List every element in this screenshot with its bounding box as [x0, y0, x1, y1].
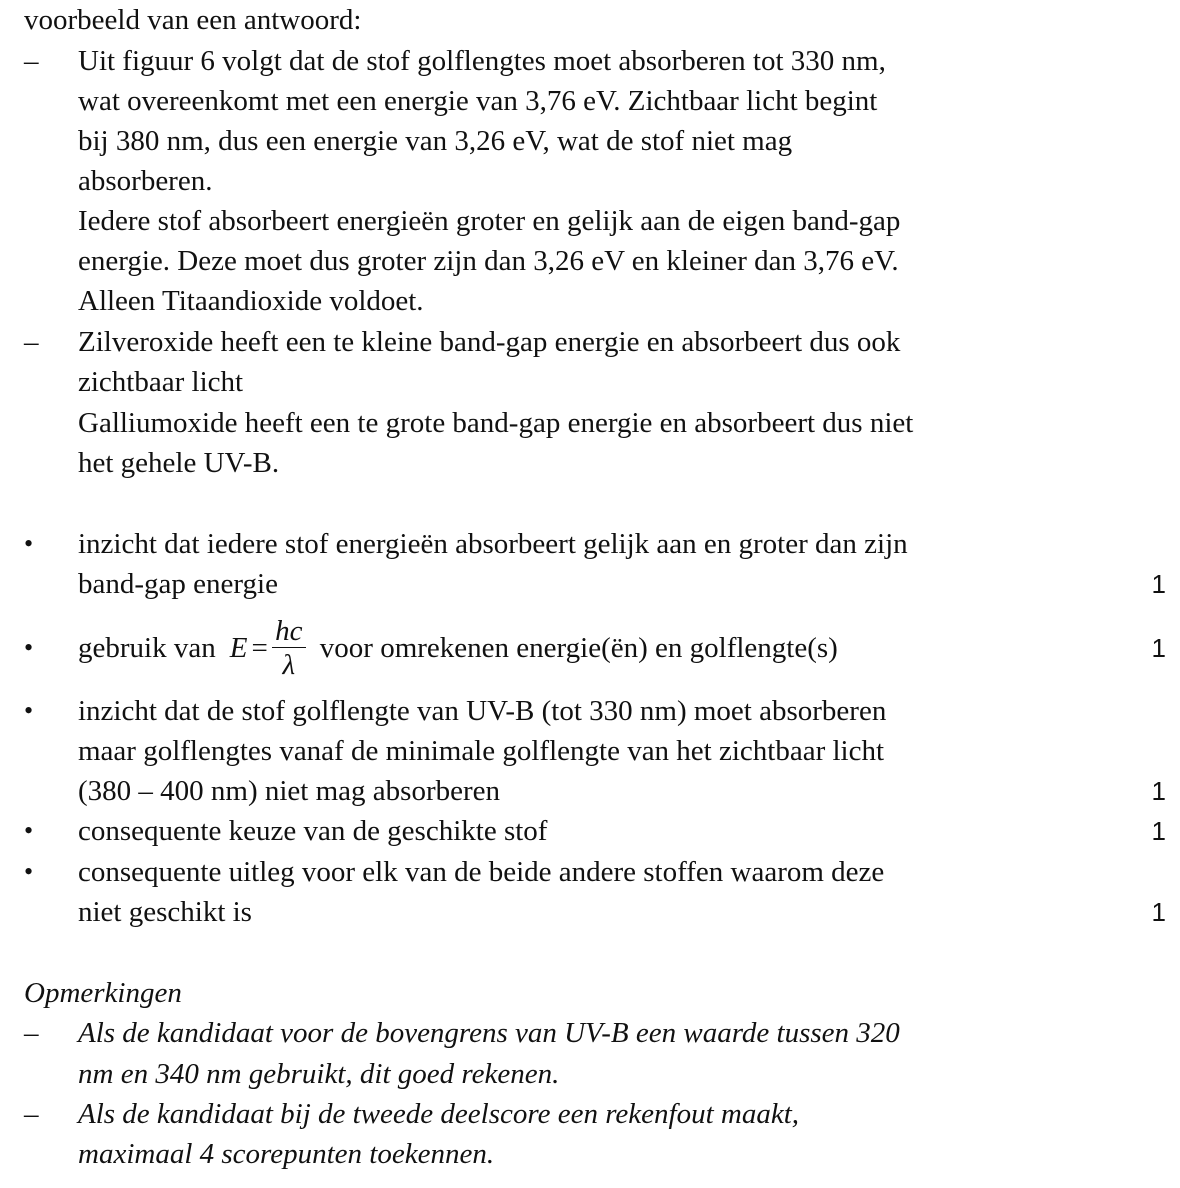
scoring-3-line-2: maar golflengtes vanaf de minimale golflengte van het zichtbaar licht: [78, 735, 885, 767]
scoring-bullet: •: [24, 816, 34, 845]
scoring-5-line-2: niet geschikt is: [78, 896, 252, 928]
answer-2-line-2: zichtbaar licht: [78, 366, 244, 398]
remark-dash-marker: –: [24, 1098, 39, 1130]
scoring-bullet: •: [24, 696, 34, 725]
remark-2-line-2: maximaal 4 scorepunten toekennen.: [78, 1138, 495, 1170]
answer-1-line-6: energie. Deze moet dus groter zijn dan 3,26 eV en kleiner dan 3,76 eV.: [78, 245, 899, 277]
answer-heading: voorbeeld van een antwoord:: [24, 4, 362, 36]
scoring-3-line-1: inzicht dat de stof golflengte van UV-B (tot 330 nm) moet absorberen: [78, 695, 887, 727]
scoring-3-points: 1: [1151, 776, 1166, 806]
formula-lhs: E: [229, 631, 248, 664]
scoring-2-suffix: voor omrekenen energie(ën) en golflengte(s): [319, 631, 838, 664]
answer-1-line-1: Uit figuur 6 volgt dat de stof golflengtes moet absorberen tot 330 nm,: [78, 45, 886, 77]
scoring-bullet: •: [24, 633, 34, 662]
answer-2-line-1: Zilveroxide heeft een te kleine band-gap energie en absorbeert dus ook: [78, 326, 901, 358]
remark-2-line-1: Als de kandidaat bij de tweede deelscore een rekenfout maakt,: [78, 1098, 800, 1130]
scoring-1-line-1: inzicht dat iedere stof energieën absorbeert gelijk aan en groter dan zijn: [78, 528, 908, 560]
answer-dash-marker: –: [24, 326, 39, 358]
answer-dash-marker: –: [24, 45, 39, 77]
scoring-bullet: •: [24, 529, 34, 558]
scoring-1-line-2: band-gap energie: [78, 568, 278, 600]
remarks-heading: Opmerkingen: [24, 977, 182, 1009]
scoring-5-line-1: consequente uitleg voor elk van de beide andere stoffen waarom deze: [78, 856, 885, 888]
answer-2-line-3: Galliumoxide heeft een te grote band-gap energie en absorbeert dus niet: [78, 407, 914, 439]
formula-equals: =: [251, 631, 268, 664]
answer-1-line-7: Alleen Titaandioxide voldoet.: [78, 285, 424, 317]
remark-dash-marker: –: [24, 1017, 39, 1049]
answer-1-line-3: bij 380 nm, dus een energie van 3,26 eV, wat de stof niet mag: [78, 125, 793, 157]
scoring-3-line-3: (380 – 400 nm) niet mag absorberen: [78, 775, 501, 807]
answer-1-line-2: wat overeenkomt met een energie van 3,76 eV. Zichtbaar licht begint: [78, 85, 878, 117]
scoring-5-points: 1: [1151, 897, 1166, 927]
answer-1-line-5: Iedere stof absorbeert energieën groter en gelijk aan de eigen band-gap: [78, 205, 901, 237]
answer-2-line-4: het gehele UV-B.: [78, 447, 280, 479]
formula-fraction: [272, 615, 306, 682]
formula-numerator: hc: [275, 614, 303, 647]
scoring-4-line-1: consequente keuze van de geschikte stof: [78, 815, 548, 847]
scoring-4-points: 1: [1151, 816, 1166, 846]
answer-1-line-4: absorberen.: [78, 165, 213, 197]
remark-1-line-2: nm en 340 nm gebruikt, dit goed rekenen.: [78, 1058, 560, 1090]
scoring-1-points: 1: [1151, 569, 1166, 599]
formula-denominator: λ: [282, 648, 296, 681]
scoring-2-line: [78, 605, 838, 691]
scoring-2-points: 1: [1151, 633, 1166, 663]
remark-1-line-1: Als de kandidaat voor de bovengrens van UV-B een waarde tussen 320: [78, 1017, 900, 1049]
scoring-2-prefix: gebruik van: [78, 631, 216, 664]
scoring-bullet: •: [24, 857, 34, 886]
